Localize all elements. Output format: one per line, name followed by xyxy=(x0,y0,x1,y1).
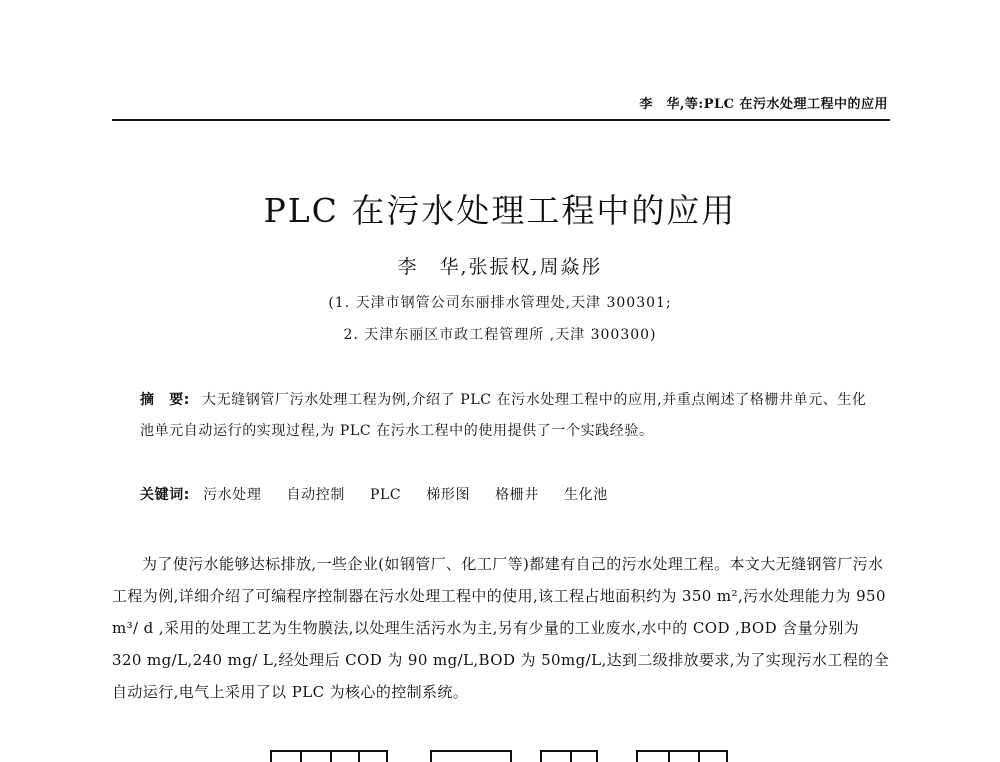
abstract-text: 大无缝钢管厂污水处理工程为例,介绍了 PLC 在污水处理工程中的应用,并重点阐述了格栅井单元、生化池单元自动运行的实现过程,为 PLC 在污水工程中的使用提供了一个实践经验。 xyxy=(140,392,867,439)
figure-fragment xyxy=(636,750,728,762)
affiliation-1: (1. 天津市钢管公司东丽排水管理处,天津 300301; xyxy=(328,295,672,311)
keywords-label: 关键词: xyxy=(140,487,190,503)
keyword: PLC xyxy=(370,487,402,503)
body-text xyxy=(112,548,890,708)
figure-fragment xyxy=(430,750,512,762)
affiliation-2: 2. 天津东丽区市政工程管理所 ,天津 300300) xyxy=(343,327,657,343)
keyword: 自动控制 xyxy=(286,487,345,503)
keywords xyxy=(140,484,870,504)
header-rule xyxy=(112,119,890,121)
figure-fragment xyxy=(270,750,388,762)
paper-authors: 李 华,张振权,周焱彤 xyxy=(397,256,603,278)
abstract-label: 摘 要: xyxy=(140,392,190,408)
running-head: 李 华,等:PLC 在污水处理工程中的应用 xyxy=(639,97,888,112)
paper-title: PLC 在污水处理工程中的应用 xyxy=(263,191,737,230)
keyword: 梯形图 xyxy=(426,487,471,503)
keyword: 生化池 xyxy=(564,487,608,503)
keyword: 格栅井 xyxy=(495,487,539,503)
figure-fragment xyxy=(540,750,598,762)
body-paragraph: 为了使污水能够达标排放,一些企业(如钢管厂、化工厂等)都建有自己的污水处理工程。本文大无缝钢管厂污水工程为例,详细介绍了可编程序控制器在污水处理工程中的使用,该工程占地面积约为 350 m²,污水处理能力为 950 m³/ d ,采用的处理工艺为生物膜法,以处理生活污水为主,另有少量的工业废水,水中的 COD ,BOD 含量分别为 320 mg/L,240 mg/ L,经处理后 COD 为 90 mg/L,BOD 为 50mg/L,达到二级排放要求,为了实现污水工程的全自动运行,电气上采用了以 PLC 为核心的控制系统。 xyxy=(112,555,889,701)
keyword: 污水处理 xyxy=(203,487,262,503)
abstract xyxy=(140,385,870,447)
